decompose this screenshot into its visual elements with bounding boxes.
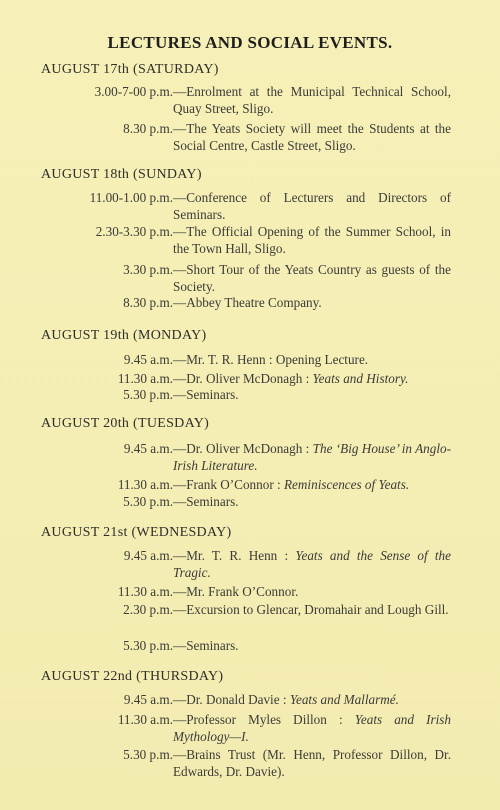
event-description: —Mr. T. R. Henn : Opening Lecture. — [173, 352, 369, 367]
event-time: 11.30 a.m. — [117, 584, 173, 599]
event-time: 11.30 a.m. — [117, 371, 173, 386]
event-text: Abbey Theatre Company. — [186, 295, 322, 310]
event-text: Short Tour of the Yeats Country as guests of the Society. — [173, 262, 451, 294]
event-description: —Abbey Theatre Company. — [173, 295, 322, 310]
event-description: —Seminars. — [173, 638, 239, 653]
event-description: —Brains Trust (Mr. Henn, Professor Dillon, Dr. Edwards, Dr. Davie). — [173, 747, 451, 779]
event-text: Mr. Frank O’Connor. — [186, 584, 299, 599]
event-description: —Seminars. — [173, 494, 239, 509]
event-speaker: Mr. T. R. Henn : — [186, 548, 289, 563]
event-text: Conference of Lecturers and Directors of Seminars. — [173, 190, 451, 222]
event-text: Enrolment at the Municipal Technical School, Quay Street, Sligo. — [173, 84, 451, 116]
event-time: 2.30-3.30 p.m. — [95, 224, 173, 239]
event-speaker: Dr. Oliver McDonagh : — [186, 441, 310, 456]
event-time: 9.45 a.m. — [123, 548, 173, 563]
event-description: —Frank O’Connor : Reminiscences of Yeats. — [173, 477, 410, 492]
event-text: Seminars. — [186, 387, 239, 402]
event-description: —Enrolment at the Municipal Technical School, Quay Street, Sligo. — [173, 84, 451, 116]
event-topic: Opening Lecture. — [275, 352, 369, 367]
event-time: 11.00-1.00 p.m. — [89, 190, 173, 205]
event-topic: Yeats and History. — [312, 371, 409, 386]
event-text: Brains Trust (Mr. Henn, Professor Dillon, Dr. Edwards, Dr. Davie). — [173, 747, 451, 779]
event-time: 9.45 a.m. — [123, 441, 173, 456]
day-heading: AUGUST 20th (TUESDAY) — [41, 416, 210, 431]
event-speaker: Dr. Donald Davie : — [186, 692, 287, 707]
event-time: 3.30 p.m. — [123, 262, 173, 277]
event-time: 5.30 p.m. — [123, 747, 173, 762]
event-speaker: Professor Myles Dillon : — [186, 712, 343, 727]
event-description: —Mr. T. R. Henn : Yeats and the Sense of the Tragic. — [173, 548, 451, 580]
day-heading: AUGUST 21st (WEDNESDAY) — [41, 525, 232, 540]
day-heading: AUGUST 22nd (THURSDAY) — [41, 669, 224, 684]
event-time: 3.00-7-00 p.m. — [94, 84, 173, 99]
event-text: Seminars. — [186, 638, 239, 653]
event-time: 5.30 p.m. — [123, 494, 173, 509]
day-heading: AUGUST 18th (SUNDAY) — [41, 167, 202, 182]
event-time: 11.30 a.m. — [117, 477, 173, 492]
event-time: 8.30 p.m. — [123, 295, 173, 310]
event-text: Seminars. — [186, 494, 239, 509]
event-description: —Professor Myles Dillon : Yeats and Irish Mythology—I. — [173, 712, 452, 744]
event-description: —Dr. Donald Davie : Yeats and Mallarmé. — [173, 692, 399, 707]
event-speaker: Dr. Oliver McDonagh : — [186, 371, 310, 386]
event-text: The Official Opening of the Summer School, in the Town Hall, Sligo. — [173, 224, 451, 256]
event-description: —Mr. Frank O’Connor. — [173, 584, 299, 599]
page-title: LECTURES AND SOCIAL EVENTS. — [107, 33, 393, 52]
event-description: —Conference of Lecturers and Directors of Seminars. — [173, 190, 451, 222]
event-text: Excursion to Glencar, Dromahair and Lough Gill. — [186, 602, 449, 617]
event-text: The Yeats Society will meet the Students at the Social Centre, Castle Street, Sligo. — [173, 121, 451, 153]
event-description: —Seminars. — [173, 387, 239, 402]
event-time: 5.30 p.m. — [123, 638, 173, 653]
event-topic: Reminiscences of Yeats. — [284, 477, 410, 492]
event-topic: Yeats and Irish Mythology—I. — [173, 712, 452, 744]
event-time: 9.45 a.m. — [123, 352, 173, 367]
event-speaker: Mr. T. R. Henn : — [186, 352, 273, 367]
event-description: —The Official Opening of the Summer School, in the Town Hall, Sligo. — [173, 224, 451, 256]
event-time: 11.30 a.m. — [117, 712, 173, 727]
event-topic: Yeats and the Sense of the Tragic. — [173, 548, 451, 580]
event-description: —Short Tour of the Yeats Country as guests of the Society. — [173, 262, 451, 294]
event-time: 8.30 p.m. — [123, 121, 173, 136]
event-time: 2.30 p.m. — [123, 602, 173, 617]
event-topic: Yeats and Mallarmé. — [289, 692, 399, 707]
event-description: —Dr. Oliver McDonagh : The ‘Big House’ in Anglo-Irish Literature. — [173, 441, 451, 473]
event-description: —Dr. Oliver McDonagh : Yeats and History. — [173, 371, 409, 386]
day-heading: AUGUST 17th (SATURDAY) — [41, 62, 219, 77]
event-speaker: Frank O’Connor : — [186, 477, 281, 492]
event-time: 9.45 a.m. — [123, 692, 173, 707]
day-heading: AUGUST 19th (MONDAY) — [41, 328, 207, 343]
event-description: —Excursion to Glencar, Dromahair and Lough Gill. — [173, 602, 449, 617]
event-time: 5.30 p.m. — [123, 387, 173, 402]
event-description: —The Yeats Society will meet the Students at the Social Centre, Castle Street, Sligo. — [173, 121, 451, 153]
event-topic: The ‘Big House’ in Anglo-Irish Literature. — [173, 441, 451, 473]
